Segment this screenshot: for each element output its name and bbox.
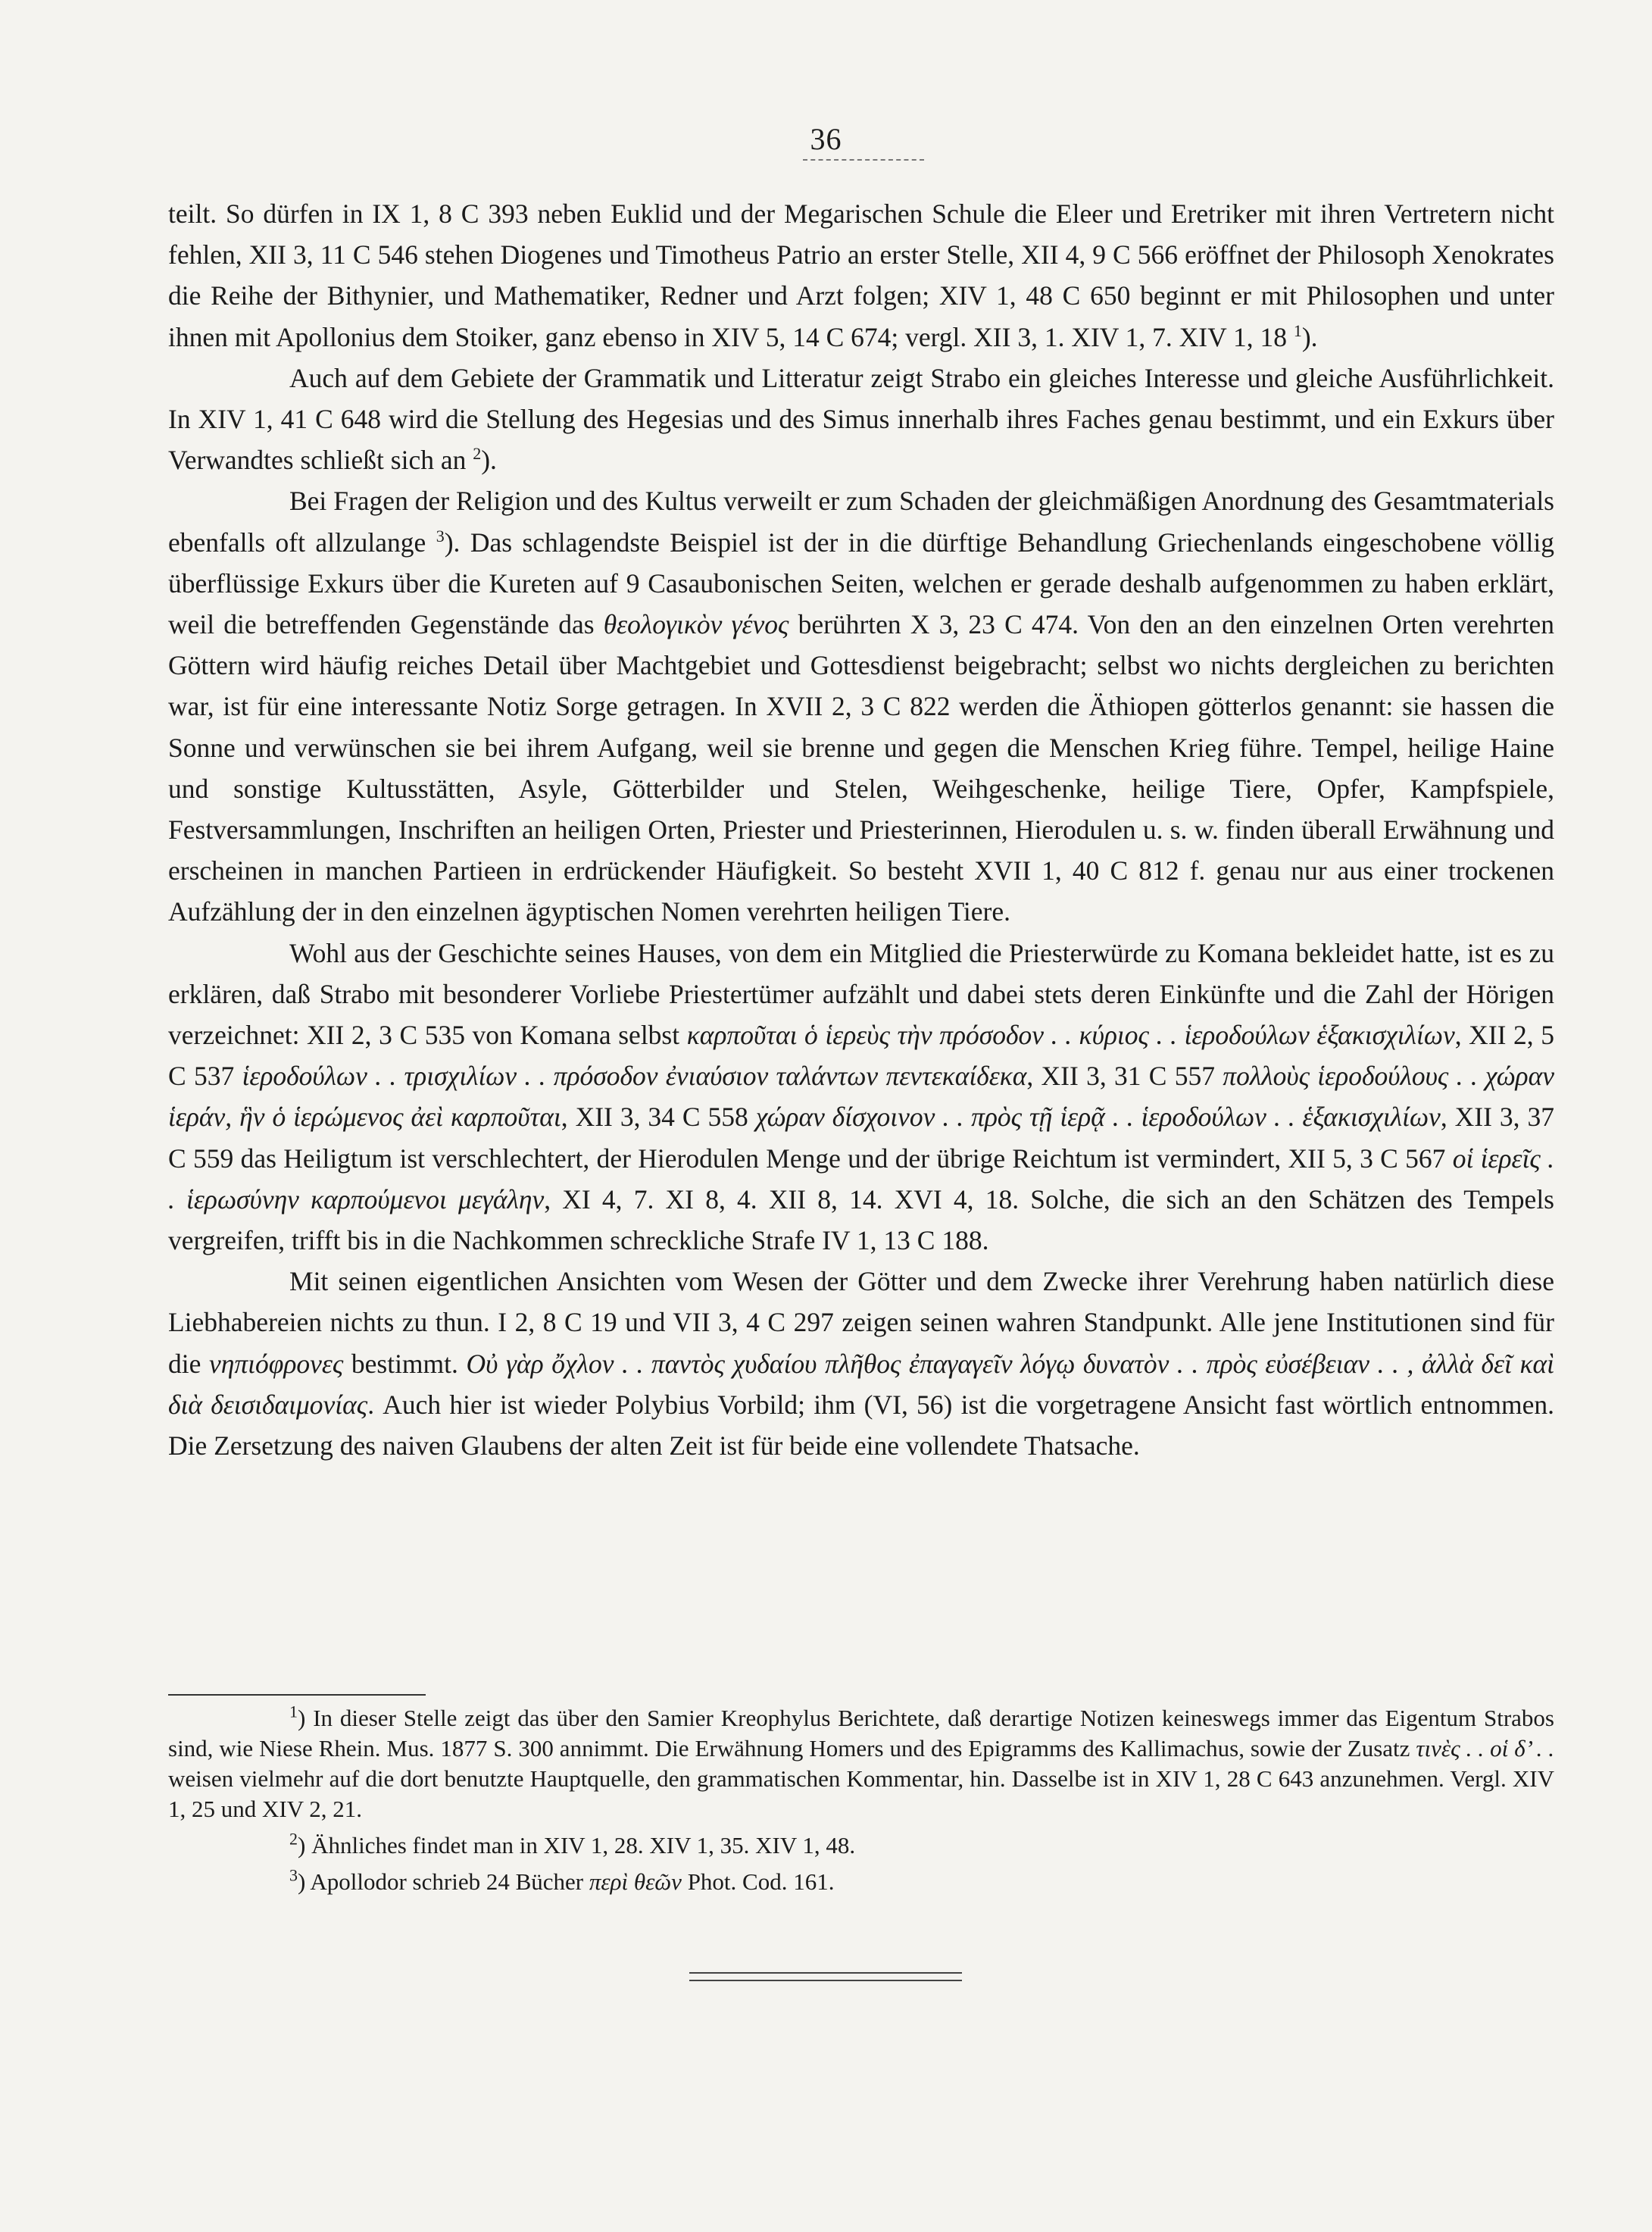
footnote-paren: ) — [298, 1705, 314, 1731]
body-text — [168, 193, 1554, 1466]
text-run: ). — [1301, 321, 1318, 352]
footnote-paren: ) — [298, 1868, 311, 1895]
text-run: , XI 4, 7. XI 8, 4. XII 8, 14. XVI 4, 18. Solche, die sich an den Schätzen des Tempels vergreifen, trifft bis in die Nachkommen schreckliche Strafe IV 1, 13 C 188. — [168, 1183, 1554, 1256]
footnote-rule — [168, 1694, 426, 1696]
footnote — [168, 1830, 1554, 1861]
footnote-mark: 2 — [289, 1829, 298, 1849]
text-run: Phot. Cod. 161. — [681, 1868, 835, 1895]
text-run: Wohl aus der Geschichte seines Hauses, von dem ein Mitglied die Priesterwürde zu Komana bekleidet hatte, ist es zu erklären, daß Strabo mit besonderer Vorliebe Priestertümer aufzählt und dabei stets deren Einkünfte und die Zahl der Hörigen verzeichnet: XII 2, 3 C 535 von Komana selbst — [168, 937, 1554, 1051]
paragraph — [168, 358, 1554, 481]
text-run: , XII 2, 5 C 537 — [168, 1020, 1555, 1092]
paragraph — [168, 1261, 1554, 1466]
greek-text: πολλοὺς ἱεροδούλους . . χώραν ἱεράν, ἣν ὁ ἱερώμενος ἀεὶ καρποῦται — [168, 1061, 1554, 1133]
greek-text: καρποῦται ὁ ἱερεὺς τὴν πρόσοδον . . κύριος . . ἱεροδούλων ἑξακισχιλίων — [686, 1020, 1455, 1051]
footnotes — [168, 1703, 1554, 1897]
page-number: 36 — [810, 122, 842, 156]
footnote-mark: 3 — [289, 1865, 298, 1885]
footnote — [168, 1703, 1554, 1824]
text-run: . Auch hier ist wieder Polybius Vorbild; ihm (VI, 56) ist die vorgetragene Ansicht fast wörtlich entnommen. Die Zersetzung des naiven Glaubens der alten Zeit ist für beide eine vollendete Thatsache. — [168, 1389, 1554, 1461]
greek-text: περὶ θεῶν — [589, 1868, 682, 1895]
text-run: Bei Fragen der Religion und des Kultus verweilt er zum Schaden der gleichmäßigen Anordnung des Gesamtmaterials ebenfalls oft allzulange — [168, 486, 1554, 558]
greek-text: χώραν δίσχοινον . . πρὸς τῇ ἱερᾷ . . ἱεροδούλων . . ἑξακισχιλίων — [755, 1102, 1441, 1133]
footnote-ref: 2 — [473, 444, 482, 464]
paragraph — [168, 193, 1554, 358]
text-run: teilt. So dürfen in IX 1, 8 C 393 neben Euklid und der Megarischen Schule die Eleer und Eretriker mit ihren Vertretern nicht fehlen, XII 3, 11 C 546 stehen Diogenes und Timotheus Patrio an erster Stelle, XII 4, 9 C 566 eröffnet der Philosoph Xenokrates die Reihe der Bithynier, und Mathematiker, Redner und Arzt folgen; XIV 1, 48 C 650 beginnt er mit Philosophen und unter ihnen mit Apollonius dem Stoiker, ganz ebenso in XIV 5, 14 C 674; vergl. XII 3, 1. XIV 1, 7. XIV 1, 18 — [168, 199, 1554, 352]
page-number-flourish — [803, 159, 924, 168]
text-run: , XII 3, 37 C 559 das Heiligtum ist verschlechtert, der Hierodulen Menge und der übrige Reichtum ist vermindert, XII 5, 3 C 567 — [168, 1102, 1555, 1174]
text-run: , XII 3, 34 C 558 — [561, 1102, 756, 1133]
greek-text: τινὲς . . οἱ δ’ . . — [1416, 1735, 1554, 1762]
text-run: ). — [481, 445, 497, 476]
end-rule — [689, 1972, 962, 1981]
text-run: Apollodor schrieb 24 Bücher — [310, 1868, 589, 1895]
footnote — [168, 1867, 1554, 1897]
greek-text: νηπιόφρονες — [208, 1348, 344, 1379]
text-run: berührten X 3, 23 C 474. Von den an den einzelnen Orten verehrten Göttern wird häufig reiches Detail über Machtgebiet und Gottesdienst beigebracht; selbst wo nichts dergleichen zu berichten war, ist für eine interessante Notiz Sorge getragen. In XVII 2, 3 C 822 werden die Äthiopen götterlos genannt: sie hassen die Sonne und verwünschen sie bei ihrem Aufgang, weil sie brenne und gegen die Menschen Krieg führe. Tempel, heilige Haine und sonstige Kultusstätten, Asyle, Götterbilder und Stelen, Weihgeschenke, heilige Tiere, Opfer, Kampfspiele, Festversammlungen, Inschriften an heiligen Orten, Priester und Priesterinnen, Hierodulen u. s. w. finden überall Erwähnung und erscheinen in manchen Partieen in erdrückender Häufigkeit. So besteht XVII 1, 40 C 812 f. genau nur aus einer trockenen Aufzählung der in den einzelnen ägyptischen Nomen verehrten heiligen Tiere. — [168, 609, 1554, 927]
text-run: In dieser Stelle zeigt das über den Samier Kreophylus Berichtete, daß derartige Notizen keineswegs immer das Eigentum Strabos sind, wie Niese Rhein. Mus. 1877 S. 300 annimmt. Die Erwähnung Homers und des Epigramms des Kallimachus, sowie der Zusatz — [168, 1705, 1554, 1762]
greek-text: ἱεροδούλων . . τρισχιλίων . . πρόσοδον ἐνιαύσιον ταλάντων πεντεκαίδεκα — [242, 1061, 1027, 1092]
greek-text: Οὐ γὰρ ὄχλον . . παντὸς χυδαίου πλῆθος ἐπαγαγεῖν λόγῳ δυνατὸν . . πρὸς εὐσέβειαν . . , ἀλλὰ δεῖ καὶ διὰ δεισιδαιμονίας — [168, 1348, 1554, 1420]
greek-text: οἱ ἱερεῖς . . ἱερωσύνην καρπούμενοι μεγάλην — [168, 1143, 1555, 1214]
text-run: bestimmt. — [343, 1348, 467, 1379]
footnote-paren: ) — [298, 1832, 312, 1858]
footnote-mark: 1 — [289, 1702, 298, 1721]
greek-text: θεολογικὸν γένος — [603, 609, 789, 640]
text-run: , XII 3, 31 C 557 — [1026, 1061, 1223, 1092]
paragraph — [168, 480, 1554, 932]
text-run: Ähnliches findet man in XIV 1, 28. XIV 1, 35. XIV 1, 48. — [311, 1832, 856, 1858]
paragraph — [168, 933, 1554, 1261]
text-run: ). Das schlagendste Beispiel ist der in die dürftige Behandlung Griechenlands eingeschobene völlig überflüssige Exkurs über die Kureten auf 9 Casaubonischen Seiten, welchen er gerade deshalb aufgenommen zu haben erklärt, weil die betreffenden Gegenstände das — [168, 527, 1554, 640]
footnote-ref: 3 — [436, 526, 445, 545]
text-run: Mit seinen eigentlichen Ansichten vom Wesen der Götter und dem Zwecke ihrer Verehrung haben natürlich diese Liebhabereien nichts zu thun. I 2, 8 C 19 und VII 3, 4 C 297 zeigen seinen wahren Standpunkt. Alle jene Institutionen sind für die — [168, 1266, 1554, 1379]
text-run: weisen vielmehr auf die dort benutzte Hauptquelle, den grammatischen Kommentar, hin. Dasselbe ist in XIV 1, 28 C 643 anzunehmen. Vergl. XIV 1, 25 und XIV 2, 21. — [168, 1765, 1554, 1822]
text-run: Auch auf dem Gebiete der Grammatik und Litteratur zeigt Strabo ein gleiches Interesse und gleiche Ausführlichkeit. In XIV 1, 41 C 648 wird die Stellung des Hegesias und des Simus innerhalb ihres Faches genau bestimmt, und ein Exkurs über Verwandtes schließt sich an — [168, 362, 1554, 476]
footnote-ref: 1 — [1293, 320, 1302, 340]
